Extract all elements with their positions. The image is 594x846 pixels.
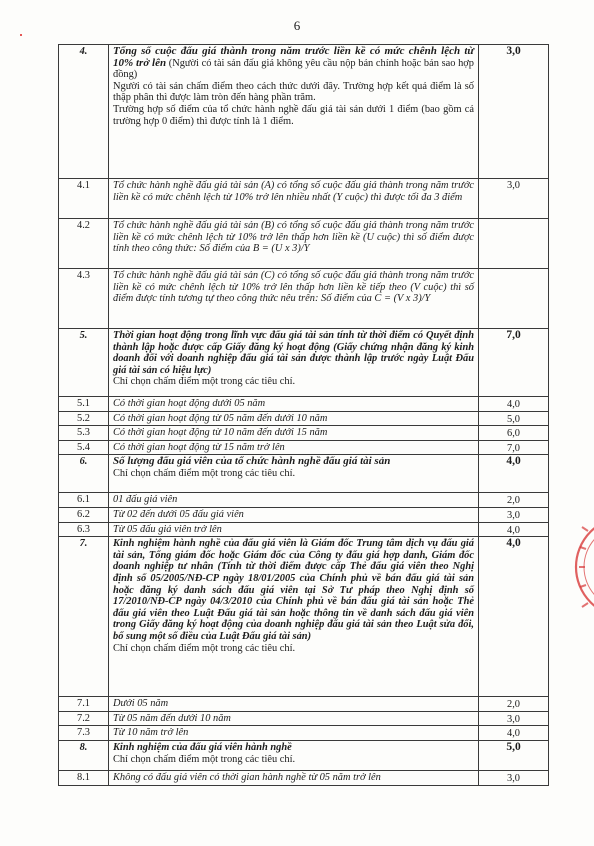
row-number: 5.3 (59, 426, 109, 441)
criterion-cell: Không có đấu giá viên có thời gian hành nghề từ 05 năm trở lên (109, 770, 479, 785)
red-seal-stamp (574, 432, 594, 702)
table-row (59, 522, 549, 537)
row-number: 6.1 (59, 493, 109, 508)
table-row (59, 269, 549, 329)
table-row (59, 397, 549, 412)
row-number: 5.2 (59, 411, 109, 426)
criterion-cell: Có thời gian hoạt động từ 05 năm đến dưới 10 năm (109, 411, 479, 426)
criterion-note: Chỉ chọn chấm điểm một trong các tiêu chí. (113, 467, 296, 479)
score-cell: 5,0 (479, 740, 549, 770)
criterion-title: Thời gian hoạt động trong lĩnh vực đấu giá tài sản tính từ thời điểm có Quyết định thành lập hoặc được cấp Giấy đăng ký hoạt động (Giấy chứng nhận đăng ký kinh doanh đối với doanh nghiệp đấu giá tài sản được thành lập trước ngày Luật Đấu giá tài sản có hiệu lực) (113, 330, 474, 376)
table-row (59, 440, 549, 455)
criterion-cell: Tổ chức hành nghề đấu giá tài sản (B) có tổng số cuộc đấu giá thành trong năm trước liền kề có mức chênh lệch từ 10% trở lên thấp hơn liền kề (U cuộc) thì số điểm được tính theo công thức: Số điểm của B = (U x 3)/Y (109, 219, 479, 269)
score-cell: 3,0 (479, 45, 549, 179)
row-number: 6.2 (59, 507, 109, 522)
table-row (59, 329, 549, 397)
criterion-note: Người có tài sản chấm điểm theo cách thức dưới đây. Trường hợp kết quả điểm là số thập phân thì được làm tròn đến hàng phần trăm. (113, 80, 474, 104)
table-row (59, 740, 549, 770)
criterion-cell: Tổ chức hành nghề đấu giá tài sản (C) có tổng số cuộc đấu giá thành trong năm trước liền kề có mức chênh lệch từ 10% trở lên thấp hơn liền kề tiếp theo (V cuộc) thì số điểm được tính tương tự theo công thức nêu trên: Số điểm của C = (V x 3)/Y (109, 269, 479, 329)
table-row (59, 493, 549, 508)
criterion-cell: Có thời gian hoạt động dưới 05 năm (109, 397, 479, 412)
criterion-title: Số lượng đấu giá viên của tổ chức hành nghề đấu giá tài sản (113, 455, 391, 468)
row-number: 5.4 (59, 440, 109, 455)
criterion-cell: Dưới 05 năm (109, 697, 479, 712)
table-row (59, 179, 549, 219)
score-cell: 4,0 (479, 522, 549, 537)
score-cell: 4,0 (479, 455, 549, 493)
score-cell: 2,0 (479, 493, 549, 508)
row-number: 7. (59, 537, 109, 697)
row-number: 4. (59, 45, 109, 179)
criterion-note: Chỉ chọn chấm điểm một trong các tiêu chí. (113, 753, 296, 765)
score-cell: 7,0 (479, 329, 549, 397)
criterion-cell: 01 đấu giá viên (109, 493, 479, 508)
row-number: 7.3 (59, 726, 109, 741)
criterion-cell (109, 740, 479, 770)
criterion-cell: Từ 05 đấu giá viên trở lên (109, 522, 479, 537)
criterion-cell: Từ 02 đến dưới 05 đấu giá viên (109, 507, 479, 522)
score-cell: 3,0 (479, 507, 549, 522)
score-cell (479, 269, 549, 329)
table-row (59, 726, 549, 741)
score-cell: 4,0 (479, 726, 549, 741)
criterion-cell: Từ 05 năm đến dưới 10 năm (109, 711, 479, 726)
score-cell: 3,0 (479, 179, 549, 219)
row-number: 8. (59, 740, 109, 770)
table-row (59, 455, 549, 493)
criterion-cell (109, 45, 479, 179)
score-cell: 6,0 (479, 426, 549, 441)
criterion-cell: Tổ chức hành nghề đấu giá tài sản (A) có tổng số cuộc đấu giá thành trong năm trước liền kề có mức chênh lệch từ 10% trở lên nhiều nhất (Y cuộc) thì được tối đa 3 điểm (109, 179, 479, 219)
score-cell: 4,0 (479, 537, 549, 697)
row-number: 4.3 (59, 269, 109, 329)
criterion-title-note: (Người có tài sản đấu giá không yêu cầu nộp bản chính hoặc bản sao hợp đồng) (113, 57, 474, 81)
score-cell (479, 219, 549, 269)
score-cell: 2,0 (479, 697, 549, 712)
red-dot-mark (20, 34, 22, 36)
row-number: 5. (59, 329, 109, 397)
table-row (59, 426, 549, 441)
score-cell: 3,0 (479, 711, 549, 726)
criterion-cell (109, 329, 479, 397)
criterion-note: Chỉ chọn chấm điểm một trong các tiêu chí. (113, 642, 296, 654)
score-cell: 4,0 (479, 397, 549, 412)
table-row (59, 711, 549, 726)
criterion-title: Kinh nghiệm hành nghề của đấu giá viên là Giám đốc Trung tâm dịch vụ đấu giá tài sản, Tổng giám đốc hoặc Giám đốc của Công ty đấu giá hợp danh, Giám đốc doanh nghiệp tư nhân (Tính từ thời điểm được cấp Thẻ đấu giá viên theo Nghị định số 05/2005/NĐ-CP ngày 18/01/2005 của Chính phủ về bán đấu giá tài sản hoặc đăng ký danh sách đấu giá viên tại Sở Tư pháp theo Nghị định số 17/2010/NĐ-CP ngày 04/3/2010 của Chính phủ về bán đấu giá tài sản hoặc Thẻ đấu giá viên theo Luật Đấu giá tài sản hoặc thông tin về danh sách đấu giá viên trong Giấy đăng ký hoạt động của doanh nghiệp đấu giá tài sản theo Luật sửa đổi, bổ sung một số điều của Luật Đấu giá tài sản) (113, 538, 474, 642)
row-number: 6.3 (59, 522, 109, 537)
criterion-title: Kinh nghiệm của đấu giá viên hành nghề (113, 741, 292, 753)
criterion-cell (109, 455, 479, 493)
table-row (59, 45, 549, 179)
row-number: 7.2 (59, 711, 109, 726)
scoring-table (58, 44, 549, 786)
row-number: 4.1 (59, 179, 109, 219)
table-row (59, 770, 549, 785)
row-number: 5.1 (59, 397, 109, 412)
criterion-cell: Có thời gian hoạt động từ 15 năm trở lên (109, 440, 479, 455)
criterion-title: Tổng số cuộc đấu giá thành trong năm trước liền kề có mức chênh lệch từ 10% trở lên (113, 45, 474, 69)
criterion-note: Trường hợp số điểm của tổ chức hành nghề đấu giá tài sản dưới 1 điểm (bao gồm cả trường hợp 0 điểm) thì được tính là 1 điểm. (113, 103, 474, 127)
row-number: 4.2 (59, 219, 109, 269)
page-number: 6 (293, 18, 301, 33)
row-number: 8.1 (59, 770, 109, 785)
row-number: 6. (59, 455, 109, 493)
criterion-note: Chỉ chọn chấm điểm một trong các tiêu chí. (113, 376, 296, 388)
criterion-cell: Có thời gian hoạt động từ 10 năm đến dưới 15 năm (109, 426, 479, 441)
table-row (59, 697, 549, 712)
score-cell: 5,0 (479, 411, 549, 426)
criterion-cell (109, 537, 479, 697)
table-row (59, 219, 549, 269)
score-cell: 3,0 (479, 770, 549, 785)
row-number: 7.1 (59, 697, 109, 712)
table-row (59, 411, 549, 426)
table-row (59, 507, 549, 522)
table-row (59, 537, 549, 697)
criterion-cell: Từ 10 năm trở lên (109, 726, 479, 741)
score-cell: 7,0 (479, 440, 549, 455)
